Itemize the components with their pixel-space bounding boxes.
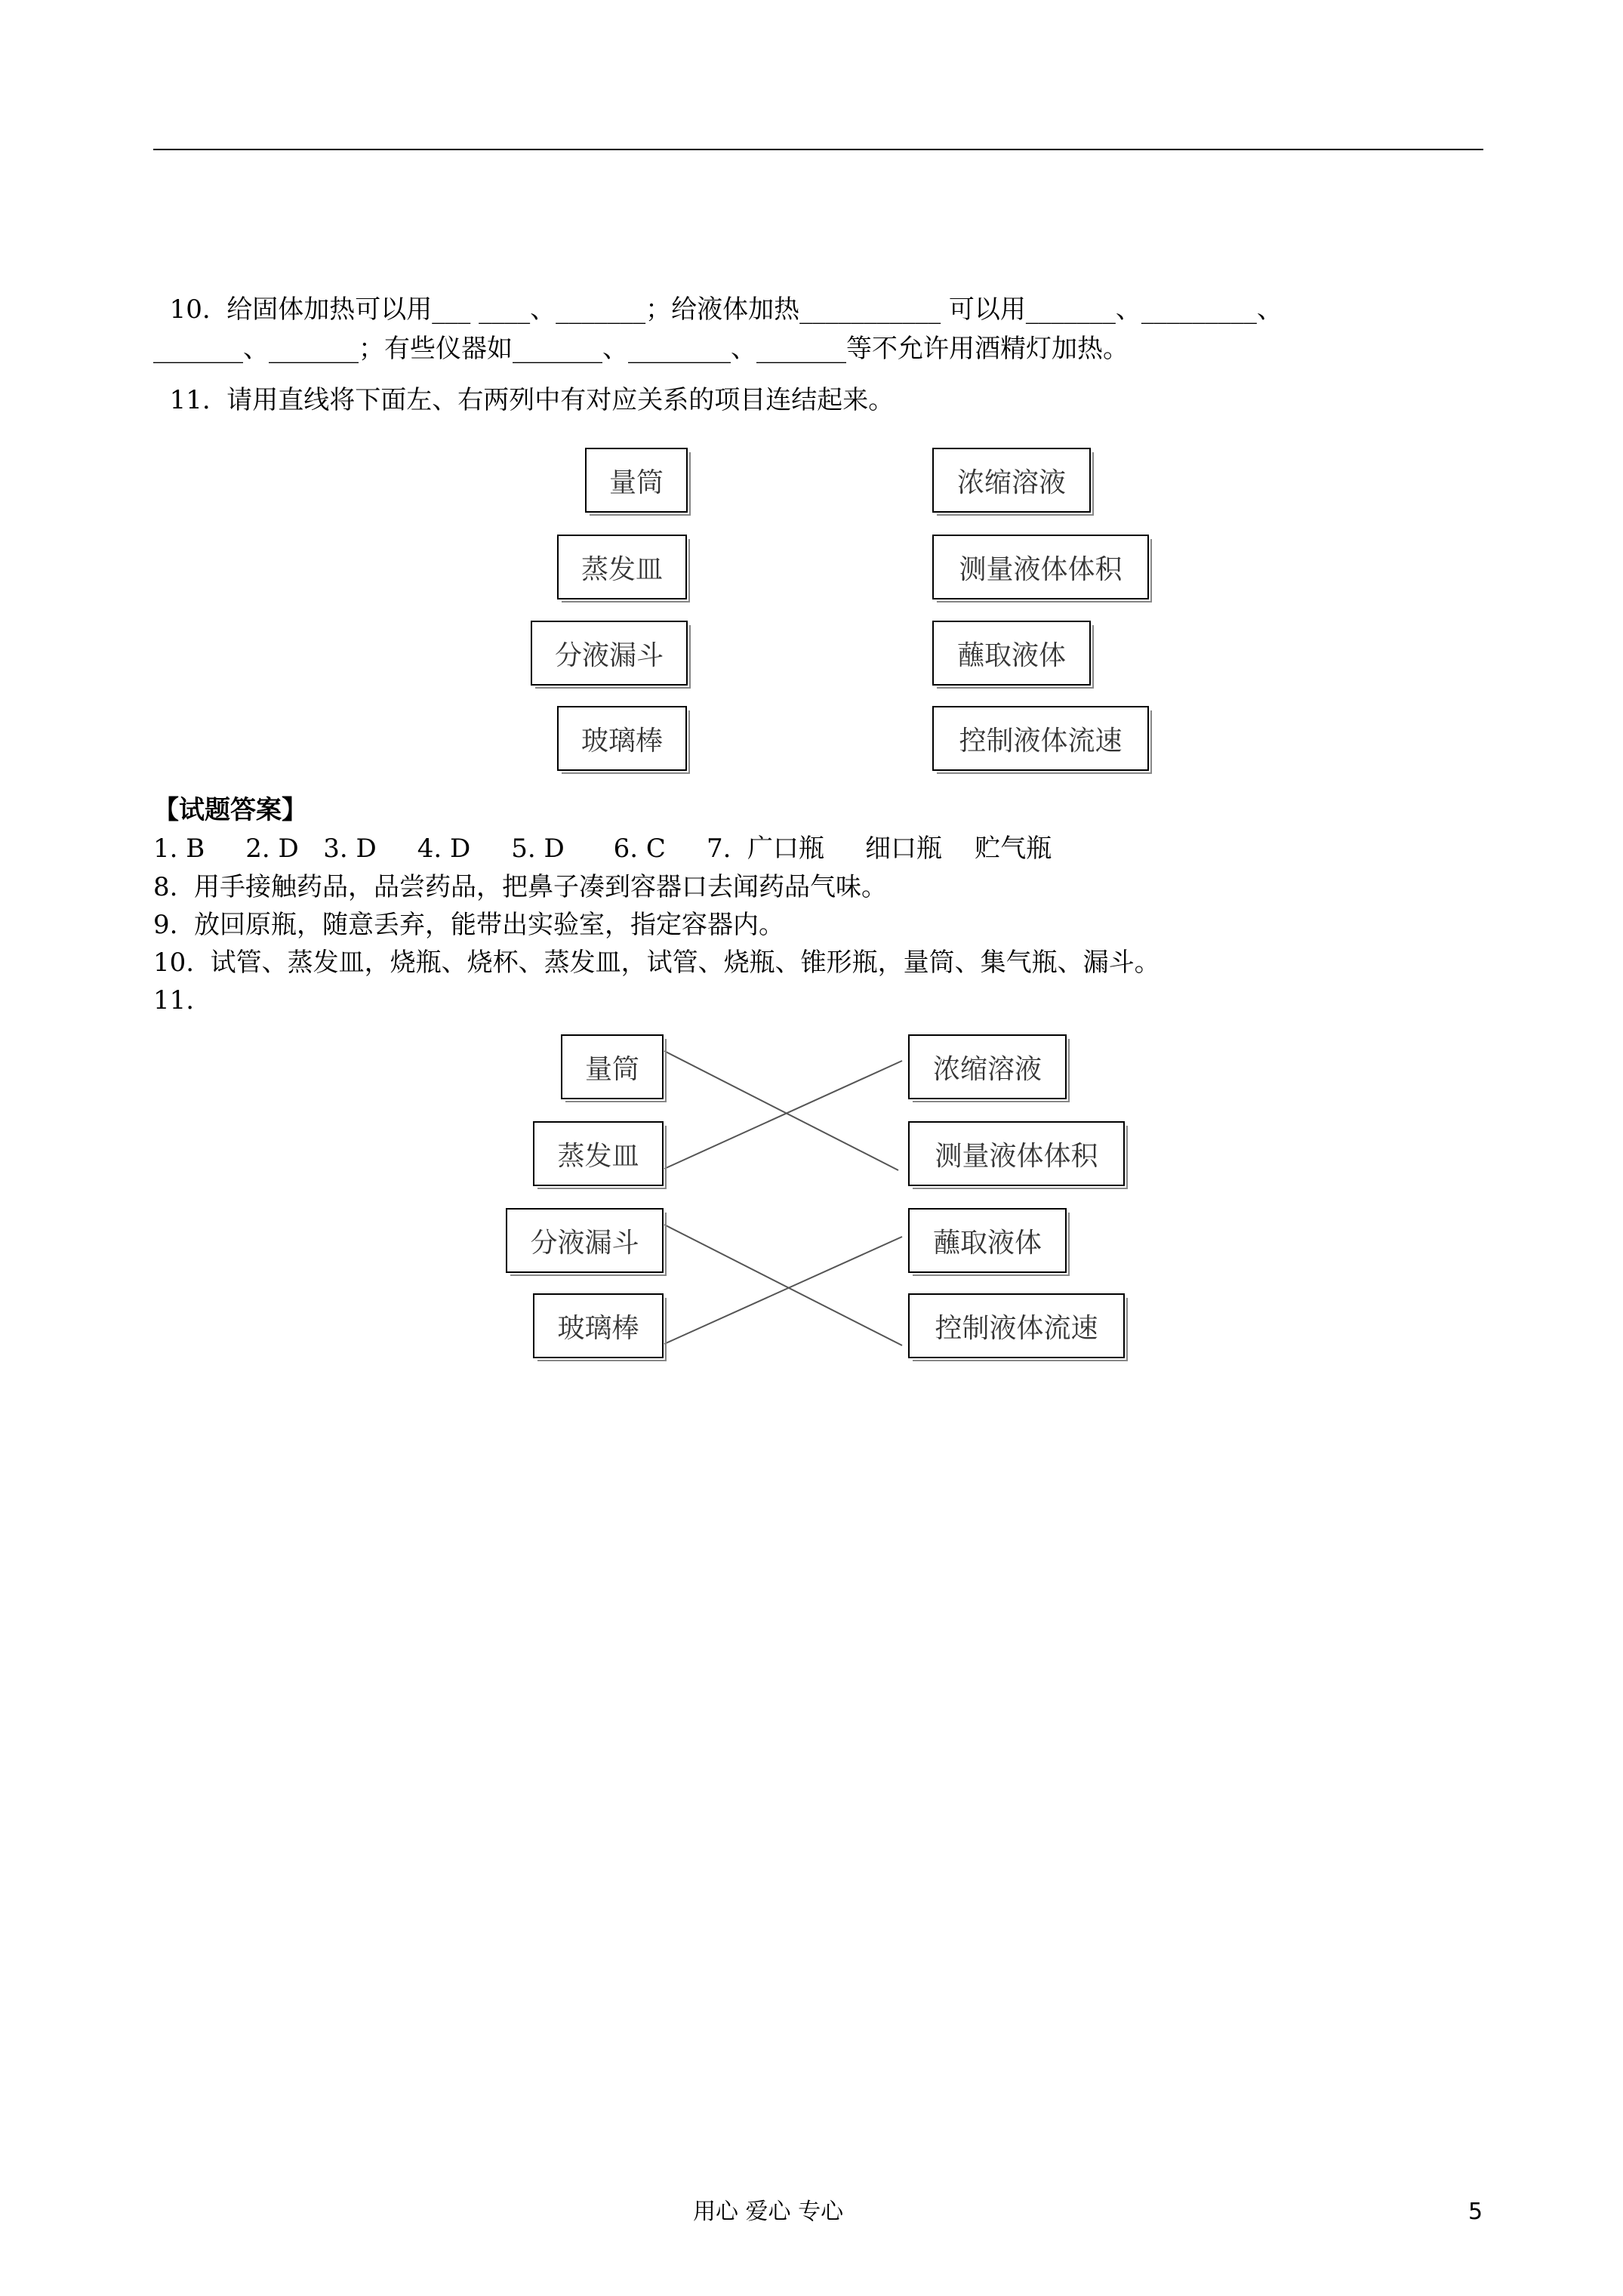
answer-right-item-4: 控制液体流速: [908, 1293, 1125, 1358]
answer-right-item-2: 测量液体体积: [908, 1121, 1125, 1186]
question-10-line-1: 10. 给固体加热可以用___ ____、_______；给液体加热___________ 可以用_______、_________、: [153, 294, 1283, 325]
page-number: 5: [1468, 2199, 1483, 2225]
question-left-item-1: 量筒: [585, 448, 688, 513]
answer-left-item-1: 量筒: [561, 1034, 664, 1099]
answer-8: 8. 用手接触药品，品尝药品，把鼻子凑到容器口去闻药品气味。: [153, 872, 888, 902]
answer-9: 9. 放回原瓶，随意丢弃，能带出实验室，指定容器内。: [153, 910, 785, 940]
question-11: 11. 请用直线将下面左、右两列中有对应关系的项目连结起来。: [153, 385, 895, 415]
answer-right-item-1: 浓缩溶液: [908, 1034, 1067, 1099]
answer-11-label: 11.: [153, 985, 195, 1015]
connector-evaporating-dish-to-concentrate: [664, 1061, 902, 1169]
answer-right-item-3: 蘸取液体: [908, 1208, 1067, 1273]
question-right-item-3: 蘸取液体: [932, 621, 1091, 686]
answer-left-item-2: 蒸发皿: [533, 1121, 664, 1186]
question-left-item-3: 分液漏斗: [531, 621, 688, 686]
question-right-item-1: 浓缩溶液: [932, 448, 1091, 513]
answer-left-item-3: 分液漏斗: [506, 1208, 664, 1273]
answer-left-item-4: 玻璃棒: [533, 1293, 664, 1358]
answers-1-to-7: 1. B 2. D 3. D 4. D 5. D 6. C 7. 广口瓶 细口瓶 贮气瓶: [153, 834, 1052, 864]
question-right-item-4: 控制液体流速: [932, 706, 1149, 771]
question-right-item-2: 测量液体体积: [932, 535, 1149, 599]
footer-motto: 用心 爱心 专心: [693, 2199, 844, 2225]
answers-heading: 【试题答案】: [153, 795, 307, 825]
question-left-item-4: 玻璃棒: [557, 706, 687, 771]
question-10-line-2: _______、_______；有些仪器如_______、________、_______等不允许用酒精灯加热。: [153, 334, 1129, 364]
question-left-item-2: 蒸发皿: [557, 535, 687, 599]
answer-10: 10. 试管、蒸发皿，烧瓶、烧杯、蒸发皿，试管、烧瓶、锥形瓶，量筒、集气瓶、漏斗。: [153, 948, 1160, 978]
